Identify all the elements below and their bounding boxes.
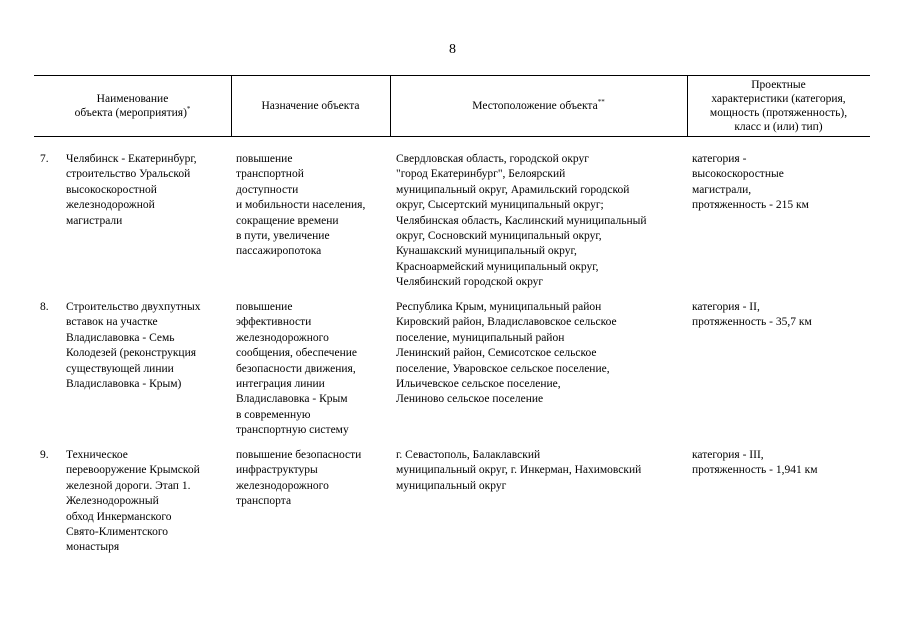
- text-line: категория - II,: [692, 301, 760, 313]
- text-line: эффективности: [236, 316, 312, 329]
- text-line: категория - III,: [692, 449, 764, 461]
- text-line: сообщения, обеспечение: [236, 347, 357, 360]
- text-line: повышение: [236, 153, 293, 165]
- text-line: округ, Сысертский муниципальный округ;: [396, 199, 604, 212]
- text-line: доступности: [236, 183, 299, 196]
- text-line: интеграция линии: [236, 378, 325, 391]
- text-line: повышение безопасности: [236, 449, 362, 461]
- header-location: [390, 75, 687, 136]
- text-line: округ, Сосновский муниципальный округ,: [396, 230, 602, 243]
- text-line: транспортную систему: [236, 424, 349, 437]
- header-purpose: [231, 75, 390, 136]
- text-line: Кировский район, Владиславовское сельское: [396, 316, 617, 329]
- header-characteristics-line: мощность (протяженность),: [709, 106, 848, 119]
- object-location: [396, 152, 684, 291]
- object-characteristics: [692, 448, 867, 479]
- text-line: категория -: [692, 153, 747, 165]
- object-purpose: [236, 448, 386, 510]
- text-line: в пути, увеличение: [236, 230, 330, 243]
- object-characteristics: [692, 152, 867, 214]
- text-line: Челябинская область, Каслинский муниципальный: [396, 214, 647, 227]
- header-characteristics-line: Проектные: [751, 78, 806, 91]
- text-line: железнодорожного: [236, 479, 329, 492]
- text-line: Свято-Климентского: [66, 526, 168, 539]
- text-line: строительство Уральской: [66, 168, 191, 181]
- text-line: сокращение времени: [236, 214, 339, 227]
- text-line: г. Севастополь, Балаклавский: [396, 449, 541, 461]
- text-line: магистрали: [66, 214, 123, 227]
- text-line: муниципальный округ, г. Инкерман, Нахимовский: [396, 464, 642, 477]
- header-purpose-line: Назначение объекта: [261, 99, 360, 112]
- text-line: Красноармейский муниципальный округ,: [396, 260, 599, 273]
- text-line: поселение, Уваровское сельское поселение,: [396, 362, 610, 375]
- text-line: Челябинский городской округ: [396, 276, 544, 289]
- text-line: Железнодорожный: [66, 495, 159, 508]
- text-line: вставок на участке: [66, 316, 158, 329]
- text-line: "город Екатеринбург", Белоярский: [396, 168, 566, 181]
- text-line: в современную: [236, 408, 311, 421]
- text-line: муниципальный округ, Арамильский городской: [396, 183, 630, 196]
- text-line: Техническое: [66, 449, 128, 461]
- table-header-bottom-rule: [34, 136, 870, 137]
- text-line: транспорта: [236, 495, 292, 508]
- text-line: железнодорожной: [66, 199, 155, 212]
- text-line: магистрали,: [692, 183, 752, 196]
- header-location-footnote-mark: **: [597, 97, 605, 106]
- text-line: Владиславовка - Крым: [236, 393, 348, 406]
- text-line: обход Инкерманского: [66, 510, 172, 523]
- object-name: [66, 448, 224, 556]
- object-location: [396, 300, 684, 408]
- text-line: поселение, муниципальный район: [396, 331, 565, 344]
- page-number: 8: [449, 42, 456, 57]
- header-location-line: Местоположение объекта**: [472, 97, 605, 112]
- header-characteristics-line: класс и (или) тип): [734, 120, 823, 133]
- text-line: безопасности движения,: [236, 362, 356, 375]
- object-purpose: [236, 152, 386, 260]
- text-line: высокоскоростной: [66, 183, 157, 196]
- row-number: 9.: [40, 449, 49, 461]
- text-line: перевооружение Крымской: [66, 464, 200, 477]
- text-line: протяженность - 1,941 км: [692, 464, 818, 477]
- text-line: пассажиропотока: [236, 245, 322, 258]
- text-line: протяженность - 215 км: [692, 199, 809, 212]
- text-line: Ильичевское сельское поселение,: [396, 378, 561, 391]
- text-line: Владиславовка - Крым): [66, 378, 182, 391]
- text-line: Колодезей (реконструкция: [66, 347, 197, 360]
- header-name-line: объекта (мероприятия)*: [74, 104, 191, 119]
- text-line: Челябинск - Екатеринбург,: [66, 153, 197, 165]
- text-line: и мобильности населения,: [236, 199, 366, 212]
- object-purpose: [236, 300, 386, 439]
- header-name: [34, 75, 231, 136]
- header-name-footnote-mark: *: [186, 104, 191, 113]
- object-name: [66, 152, 224, 229]
- object-location: [396, 448, 684, 494]
- header-characteristics: [687, 75, 870, 136]
- text-line: высокоскоростные: [692, 168, 784, 181]
- text-line: Ленинский район, Семисотское сельское: [396, 347, 597, 360]
- header-name-line: Наименование: [96, 92, 169, 105]
- row-number: 8.: [40, 301, 49, 313]
- text-line: Лениново сельское поселение: [396, 393, 544, 406]
- row-number: 7.: [40, 153, 49, 165]
- object-name: [66, 300, 224, 392]
- text-line: Владиславовка - Семь: [66, 331, 175, 344]
- text-line: повышение: [236, 301, 293, 313]
- text-line: протяженность - 35,7 км: [692, 316, 812, 329]
- text-line: муниципальный округ: [396, 479, 507, 492]
- text-line: Свердловская область, городской округ: [396, 153, 589, 165]
- text-line: монастыря: [66, 541, 120, 554]
- text-line: Кунашакский муниципальный округ,: [396, 245, 577, 258]
- text-line: транспортной: [236, 168, 304, 181]
- text-line: инфраструктуры: [236, 464, 318, 477]
- text-line: Строительство двухпутных: [66, 301, 201, 313]
- text-line: существующей линии: [66, 362, 174, 375]
- text-line: железной дороги. Этап 1.: [66, 479, 191, 492]
- object-characteristics: [692, 300, 867, 331]
- header-characteristics-line: характеристики (категория,: [711, 92, 846, 105]
- text-line: Республика Крым, муниципальный район: [396, 301, 602, 313]
- text-line: железнодорожного: [236, 331, 329, 344]
